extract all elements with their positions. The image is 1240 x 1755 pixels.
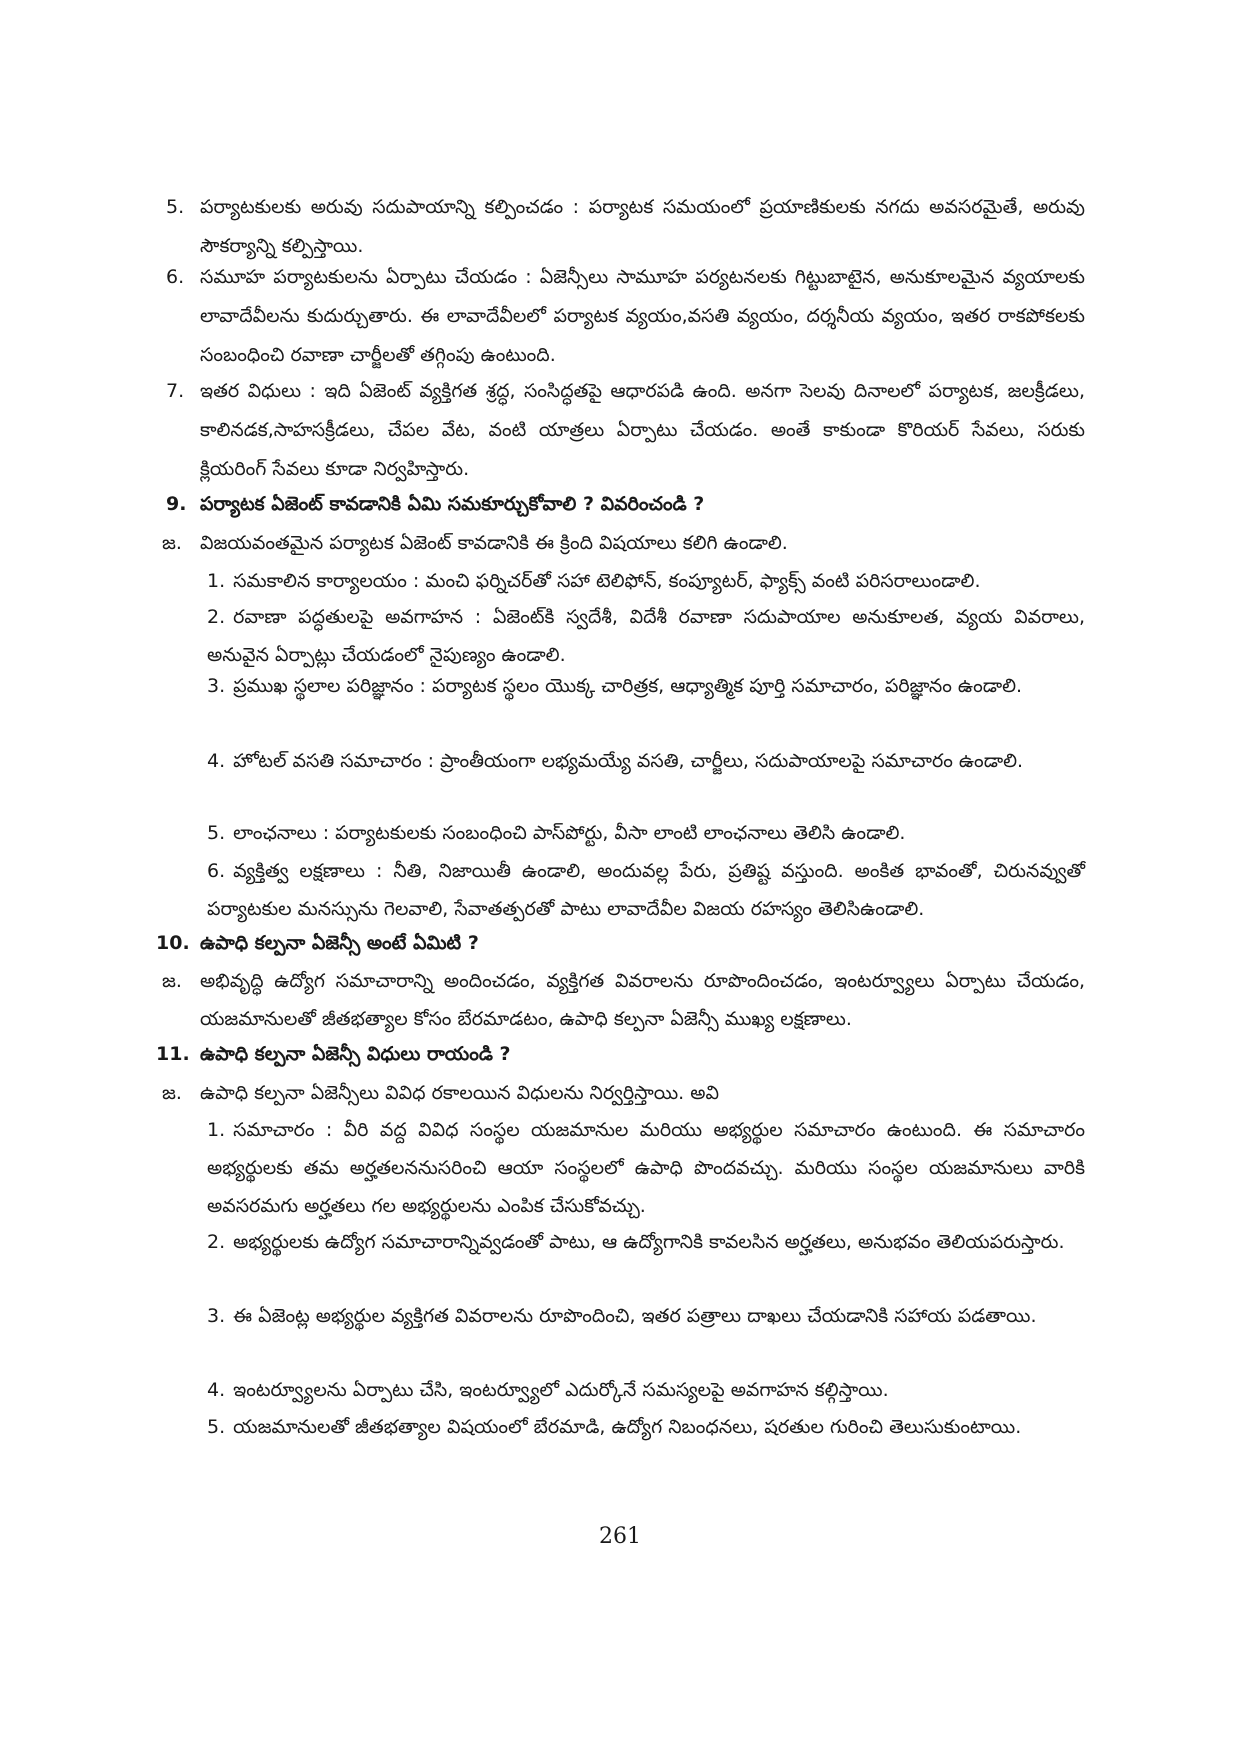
- question-text: ఉపాధి కల్పనా ఏజెన్సీ అంటే ఏమిటి ?: [200, 932, 479, 954]
- point-number: 5.: [207, 822, 226, 844]
- answer-point: [207, 1223, 1085, 1261]
- answer-point: [207, 852, 1085, 928]
- answer: [162, 1074, 1085, 1112]
- point-text: యజమానులతో జీతభత్యాల విషయంలో బేరమాడి, ఉద్యోగ నిబంధనలు, షరతుల గురించి తెలుసుకుంటాయి.: [233, 1416, 1022, 1438]
- answer-point: [207, 598, 1085, 674]
- point-text: ఇంటర్వ్యూలను ఏర్పాటు చేసి, ఇంటర్వ్యూలో ఎదుర్కోనే సమస్యలపై అవగాహన కల్గిస్తాయి.: [233, 1379, 889, 1401]
- point-number: 2.: [207, 1231, 226, 1253]
- answer-point: [207, 742, 1085, 780]
- answer-point: [207, 1408, 1085, 1446]
- point-number: 3.: [207, 675, 226, 697]
- answer-point: [207, 1297, 1085, 1335]
- question-heading: [156, 926, 1085, 960]
- point-number: 1.: [207, 1119, 226, 1141]
- question-number: 10.: [156, 932, 190, 954]
- list-item: [166, 188, 1085, 266]
- answer-point: [207, 667, 1085, 705]
- point-text: ప్రముఖ స్థలాల పరిజ్ఞానం : పర్యాటక స్థలం యొక్క చారిత్రక, ఆధ్యాత్మిక పూర్తి సమాచారం, పరిజ్ఞానం ఉండాలి.: [233, 675, 1023, 697]
- point-text: హోటల్ వసతి సమాచారం : ప్రాంతీయంగా లభ్యమయ్యే వసతి, చార్జీలు, సదుపాయాలపై సమాచారం ఉండాలి.: [233, 750, 1024, 772]
- item-number: 7.: [166, 380, 185, 402]
- item-text: ఇతర విధులు : ఇది ఏజెంట్ వ్యక్తిగత శ్రద్ధ, సంసిద్ధతపై ఆధారపడి ఉంది. అనగా సెలవు దినాలలో పర్యాటక, జలక్రీడలు, కాలినడక,సాహసక్రీడలు, చేపల వేట, వంటి యాత్రలు ఏర్పాటు చేయడం. అంతే కాకుండా కొరియర్ సేవలు, సరుకు క్లియరింగ్ సేవలు కూడా నిర్వహిస్తారు.: [200, 380, 1085, 480]
- point-text: సమాచారం : వీరి వద్ద వివిధ సంస్థల యజమానుల మరియు అభ్యర్థుల సమాచారం ఉంటుంది. ఈ సమాచారం అభ్యర్థులకు తమ అర్హతలననుసరించి ఆయా సంస్థలలో ఉపాధి పొందవచ్చు. మరియు సంస్థల యజమానులు వారికి అవసరమగు అర్హతలు గల అభ్యర్థులను ఎంపిక చేసుకోవచ్చు.: [207, 1119, 1085, 1217]
- point-number: 5.: [207, 1416, 226, 1438]
- question-heading: [166, 487, 1085, 521]
- question-number: 11.: [156, 1043, 190, 1065]
- point-number: 4.: [207, 750, 226, 772]
- point-text: అభ్యర్థులకు ఉద్యోగ సమాచారాన్నివ్వడంతో పాటు, ఆ ఉద్యోగానికి కావలసిన అర్హతలు, అనుభవం తెలియపరుస్తారు.: [233, 1231, 1065, 1253]
- item-text: పర్యాటకులకు అరువు సదుపాయాన్ని కల్పించడం : పర్యాటక సమయంలో ప్రయాణికులకు నగదు అవసరమైతే, అరువు సౌకర్యాన్ని కల్పిస్తాయి.: [200, 196, 1085, 257]
- point-text: ఈ ఏజెంట్ల అభ్యర్థుల వ్యక్తిగత వివరాలను రూపొందించి, ఇతర పత్రాలు దాఖలు చేయడానికి సహాయ పడతాయి.: [233, 1305, 1037, 1327]
- answer-point: [207, 814, 1085, 852]
- point-number: 4.: [207, 1379, 226, 1401]
- list-item: [166, 258, 1085, 375]
- question-text: ఉపాధి కల్పనా ఏజెన్సీ విధులు రాయండి ?: [200, 1043, 511, 1065]
- answer: [162, 962, 1085, 1038]
- answer-marker: జ.: [162, 1082, 182, 1104]
- answer-point: [207, 1111, 1085, 1225]
- point-number: 3.: [207, 1305, 226, 1327]
- point-text: లాంఛనాలు : పర్యాటకులకు సంబంధించి పాస్‌పోర్టు, వీసా లాంటి లాంఛనాలు తెలిసి ఉండాలి.: [233, 822, 906, 844]
- point-number: 1.: [207, 570, 226, 592]
- point-number: 6.: [207, 860, 226, 882]
- question-text: పర్యాటక ఏజెంట్ కావడానికి ఏమి సమకూర్చుకోవాలి ? వివరించండి ?: [200, 493, 705, 515]
- item-number: 6.: [166, 266, 185, 288]
- question-number: 9.: [166, 493, 187, 515]
- page-number: 261: [599, 1524, 641, 1549]
- question-heading: [156, 1037, 1085, 1071]
- point-text: సమకాలిన కార్యాలయం : మంచి ఫర్నిచర్‌తో సహా టెలిఫోన్, కంప్యూటర్, ఫ్యాక్స్ వంటి పరిసరాలుండాలి.: [233, 570, 981, 592]
- point-text: రవాణా పద్ధతులపై అవగాహన : ఏజెంట్‌కి స్వదేశీ, విదేశీ రవాణా సదుపాయాల అనుకూలత, వ్యయ వివరాలు, అనువైన ఏర్పాట్లు చేయడంలో నైపుణ్యం ఉండాలి.: [207, 606, 1085, 666]
- answer-text: ఉపాధి కల్పనా ఏజెన్సీలు వివిధ రకాలయిన విధులను నిర్వర్తిస్తాయి. అవి: [200, 1082, 719, 1104]
- item-text: సమూహ పర్యాటకులను ఏర్పాటు చేయడం : ఏజెన్సీలు సామూహ పర్యటనలకు గిట్టుబాటైన, అనుకూలమైన వ్యయాలకు లావాదేవీలను కుదుర్చుతారు. ఈ లావాదేవీలలో పర్యాటక వ్యయం,వసతి వ్యయం, దర్శనీయ వ్యయం, ఇతర రాకపోకలకు సంబంధించి రవాణా చార్జీలతో తగ్గింపు ఉంటుంది.: [200, 266, 1085, 366]
- list-item: [166, 372, 1085, 489]
- answer-point: [207, 1371, 1085, 1409]
- answer-marker: జ.: [162, 532, 182, 554]
- point-number: 2.: [207, 606, 226, 628]
- answer-marker: జ.: [162, 970, 182, 992]
- item-number: 5.: [166, 196, 185, 218]
- answer: [162, 524, 1085, 562]
- point-text: వ్యక్తిత్వ లక్షణాలు : నీతి, నిజాయితీ ఉండాలి, అందువల్ల పేరు, ప్రతిష్ట వస్తుంది. అంకిత భావంతో, చిరునవ్వుతో పర్యాటకుల మనస్సును గెలవాలి, సేవాతత్పరతో పాటు లావాదేవీల విజయ రహస్యం తెలిసిఉండాలి.: [207, 860, 1085, 920]
- answer-point: [207, 562, 1085, 600]
- answer-text: అభివృద్ధి ఉద్యోగ సమాచారాన్ని అందించడం, వ్యక్తిగత వివరాలను రూపొందించడం, ఇంటర్వ్యూలు ఏర్పాటు చేయడం, యజమానులతో జీతభత్యాల కోసం బేరమాడటం, ఉపాధి కల్పనా ఏజెన్సీ ముఖ్య లక్షణాలు.: [200, 970, 1085, 1030]
- answer-text: విజయవంతమైన పర్యాటక ఏజెంట్ కావడానికి ఈ క్రింది విషయాలు కలిగి ఉండాలి.: [200, 532, 788, 554]
